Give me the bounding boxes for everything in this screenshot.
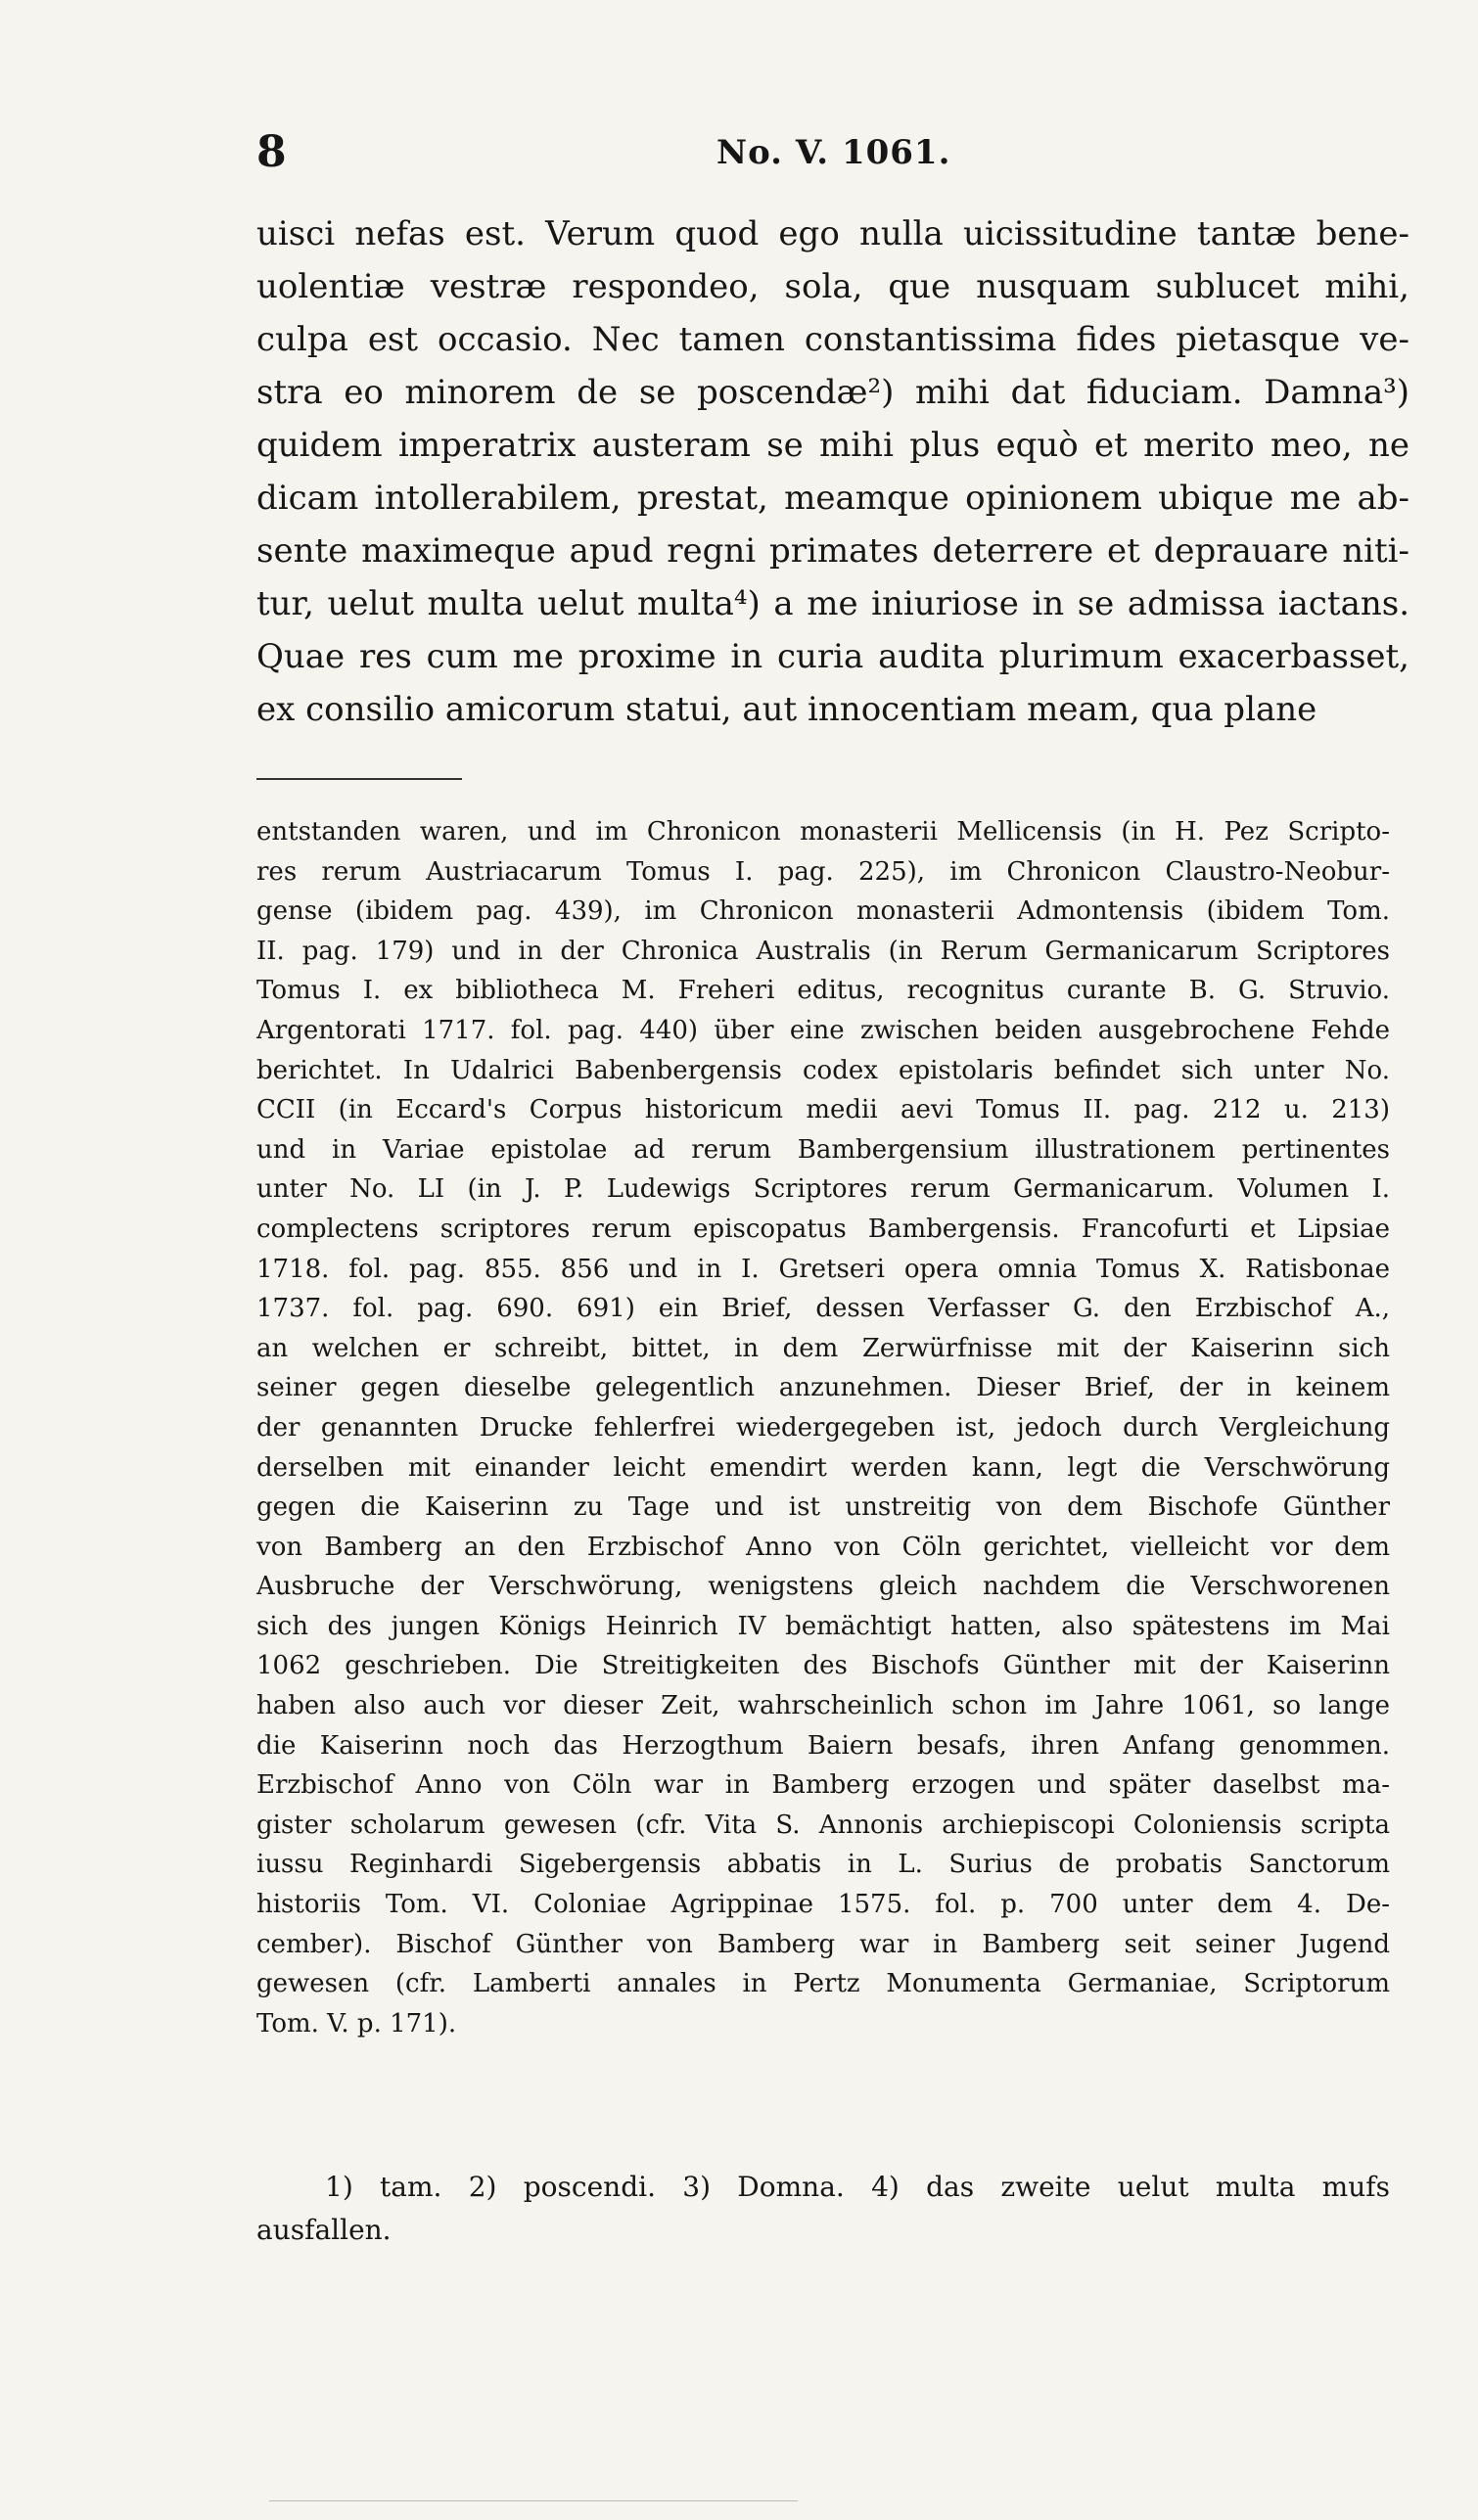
footnote-line: Erzbischof Anno von Cöln war in Bamberg erzogen und später daselbst ma- (256, 1770, 1390, 1801)
footnote-line: berichtet. In Udalrici Babenbergensis codex epistolaris befindet sich unter No. (256, 1055, 1390, 1085)
footnote-line: 1737. fol. pag. 690. 691) ein Brief, dessen Verfasser G. den Erzbischof A., (256, 1294, 1390, 1324)
variant-line: ausfallen. (256, 2214, 392, 2246)
footnote-line: gister scholarum gewesen (cfr. Vita S. Annonis archiepiscopi Coloniensis scripta (256, 1810, 1390, 1840)
running-head: No. V. 1061. (716, 133, 951, 172)
footnote-line: Ausbruche der Verschwörung, wenigstens gleich nachdem die Verschworenen (256, 1572, 1390, 1602)
footnote-line: unter No. LI (in J. P. Ludewigs Scriptores rerum Germanicarum. Volumen I. (256, 1174, 1390, 1205)
footnote-line: haben also auch vor dieser Zeit, wahrscheinlich schon im Jahre 1061, so lange (256, 1691, 1390, 1721)
text-line: uisci nefas est. Verum quod ego nulla uicissitudine tantæ bene- (256, 214, 1409, 253)
footnote-line: entstanden waren, und im Chronicon monasterii Mellicensis (in H. Pez Scripto- (256, 817, 1390, 847)
footnote-line: seiner gegen dieselbe gelegentlich anzunehmen. Dieser Brief, der in keinem (256, 1373, 1390, 1403)
footnote-line: Argentorati 1717. fol. pag. 440) über eine zwischen beiden ausgebrochene Fehde (256, 1015, 1390, 1045)
footnote-line: derselben mit einander leicht emendirt werden kann, legt die Verschwörung (256, 1452, 1390, 1483)
text-line: uolentiæ vestræ respondeo, sola, que nusquam sublucet mihi, (256, 267, 1409, 306)
textual-variants (256, 2166, 1390, 2252)
footnote-line: complectens scriptores rerum episcopatus Bambergensis. Francofurti et Lipsiae (256, 1214, 1390, 1244)
footnote-line: die Kaiserinn noch das Herzogthum Baiern besafs, ihren Anfang genommen. (256, 1730, 1390, 1761)
text-line: quidem imperatrix austeram se mihi plus equò et merito meo, ne (256, 426, 1409, 465)
text-line: sente maximeque apud regni primates deterrere et deprauare niti- (256, 531, 1409, 571)
text-line: ex consilio amicorum statui, aut innocentiam meam, qua plane (256, 690, 1317, 729)
footnote-line: gewesen (cfr. Lamberti annales in Pertz Monumenta Germaniae, Scriptorum (256, 1969, 1390, 1999)
footnote-line: und in Variae epistolae ad rerum Bambergensium illustrationem pertinentes (256, 1134, 1390, 1165)
text-line: dicam intollerabilem, prestat, meamque opinionem ubique me ab- (256, 479, 1409, 518)
footnote-line: II. pag. 179) und in der Chronica Australis (in Rerum Germanicarum Scriptores (256, 936, 1390, 966)
footnote-line: historiis Tom. VI. Coloniae Agrippinae 1575. fol. p. 700 unter dem 4. De- (256, 1890, 1390, 1920)
text-line: tur, uelut multa uelut multa⁴) a me iniuriose in se admissa iactans. (256, 584, 1409, 623)
footnote-separator-rule (256, 778, 462, 780)
footnote-line: gense (ibidem pag. 439), im Chronicon monasterii Admontensis (ibidem Tom. (256, 896, 1390, 927)
footnote-line: der genannten Drucke fehlerfrei wiedergegeben ist, jedoch durch Vergleichung (256, 1412, 1390, 1443)
footnote-line: an welchen er schreibt, bittet, in dem Zerwürfnisse mit der Kaiserinn sich (256, 1333, 1390, 1363)
footnote-line: 1062 geschrieben. Die Streitigkeiten des Bischofs Günther mit der Kaiserinn (256, 1651, 1390, 1681)
footnote-line: sich des jungen Königs Heinrich IV bemächtigt hatten, also spätestens im Mai (256, 1611, 1390, 1641)
footnote-line: CCII (in Eccard's Corpus historicum medii aevi Tomus II. pag. 212 u. 213) (256, 1095, 1390, 1125)
page-number: 8 (256, 127, 287, 177)
text-line: stra eo minorem de se poscendæ²) mihi dat fiduciam. Damna³) (256, 373, 1409, 412)
footnote-line: iussu Reginhardi Sigebergensis abbatis in L. Surius de probatis Sanctorum (256, 1850, 1390, 1880)
footnote-line: von Bamberg an den Erzbischof Anno von Cöln gerichtet, vielleicht vor dem (256, 1532, 1390, 1562)
footnote-line: Tom. V. p. 171). (256, 2008, 457, 2039)
variant-line: 1) tam. 2) poscendi. 3) Domna. 4) das zweite uelut multa mufs (325, 2171, 1390, 2203)
footnote-commentary (256, 812, 1390, 2043)
footnote-line: cember). Bischof Günther von Bamberg war in Bamberg seit seiner Jugend (256, 1929, 1390, 1959)
footnote-line: Tomus I. ex bibliotheca M. Freheri editus, recognitus curante B. G. Struvio. (256, 976, 1390, 1006)
footnote-line: 1718. fol. pag. 855. 856 und in I. Gretseri opera omnia Tomus X. Ratisbonae (256, 1254, 1390, 1284)
text-line: culpa est occasio. Nec tamen constantissima fides pietasque ve- (256, 320, 1409, 359)
footnote-line: gegen die Kaiserinn zu Tage und ist unstreitig von dem Bischofe Günther (256, 1492, 1390, 1523)
footnote-line: res rerum Austriacarum Tomus I. pag. 225), im Chronicon Claustro-Neobur- (256, 856, 1390, 887)
text-line: Quae res cum me proxime in curia audita plurimum exacerbasset, (256, 637, 1409, 676)
page-edge-line (269, 2500, 798, 2501)
page-header (256, 123, 1409, 182)
main-latin-text (256, 207, 1409, 736)
